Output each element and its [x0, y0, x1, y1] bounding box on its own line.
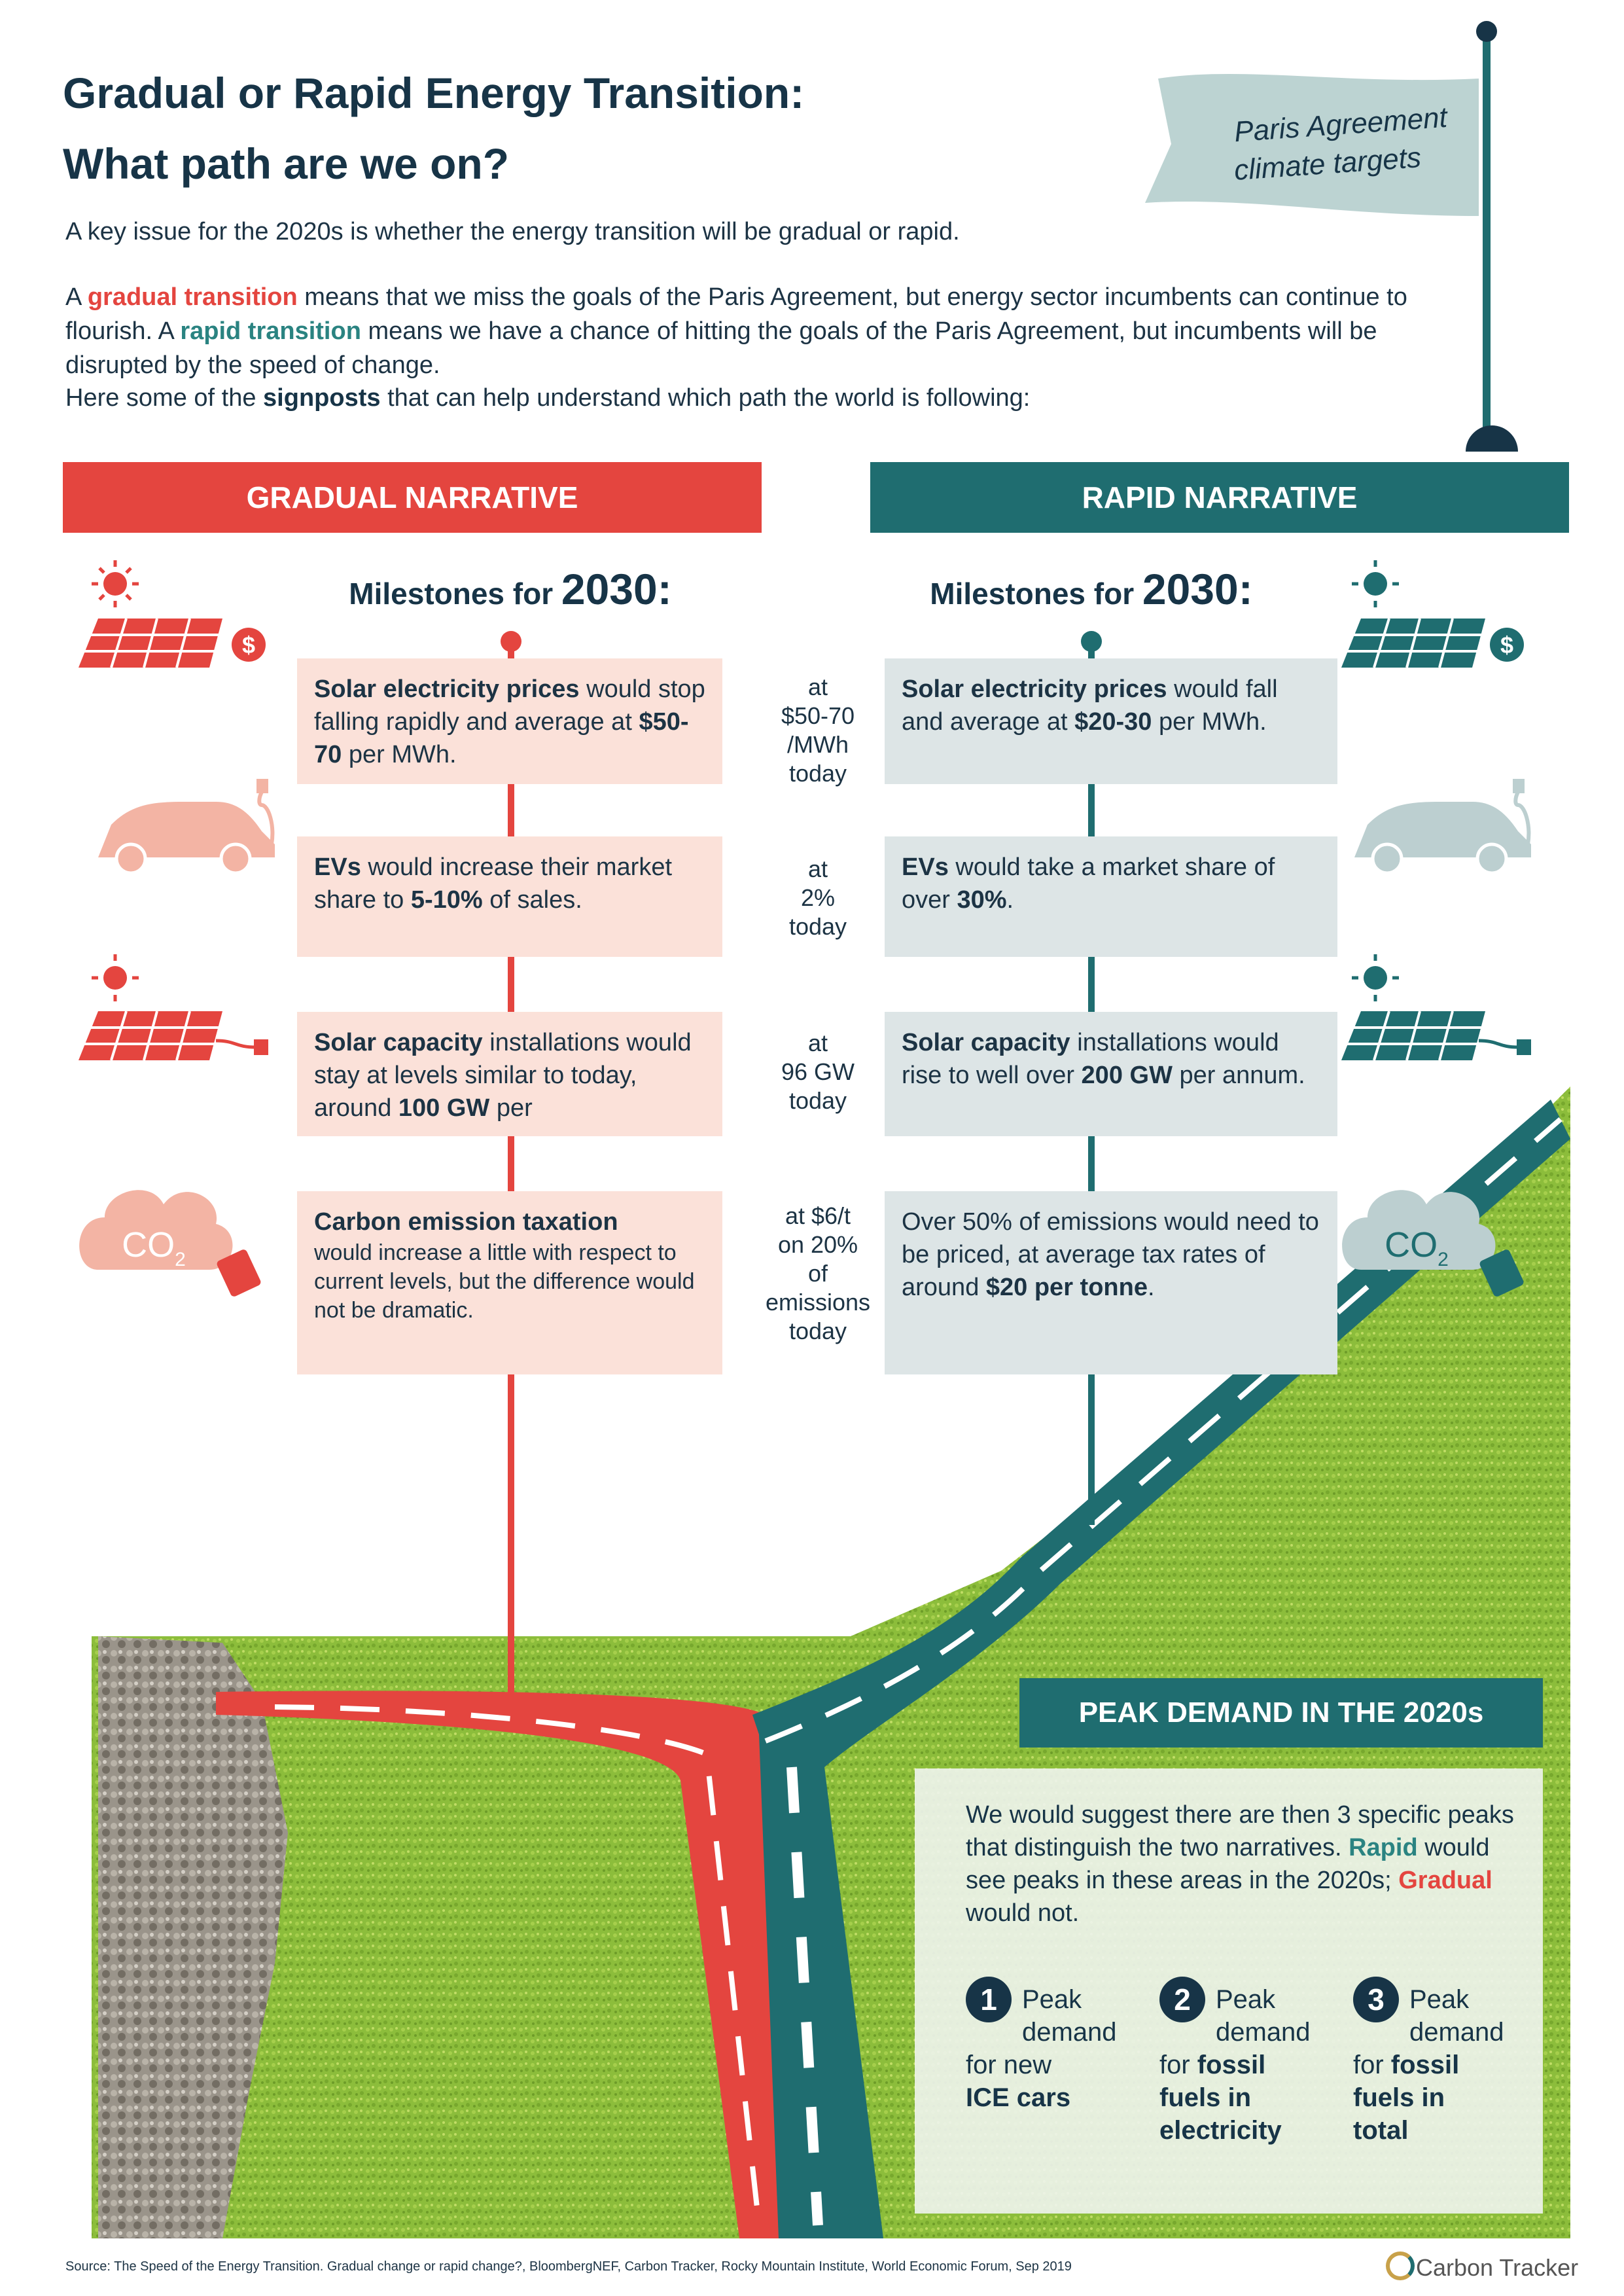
- milestones-rapid: Milestones for 2030:: [930, 565, 1253, 613]
- today-carbon-tax: at $6/t on 20% of emissions today: [765, 1202, 871, 1344]
- page-title: [63, 58, 1110, 199]
- rapid-transition-term: rapid transition: [180, 317, 361, 345]
- svg-text:CO2: $CO_2$: [122, 1225, 186, 1270]
- intro-p3: Here some of the signposts that can help understand which path the world is following:: [65, 384, 1031, 412]
- peak-demand-header: PEAK DEMAND IN THE 2020s: [1019, 1678, 1543, 1748]
- gradual-ev-box: EVs would increase their market share to 5-10% of sales.: [297, 836, 722, 957]
- peak-number-2: 2: [1159, 1977, 1205, 2022]
- rapid-solar-price-box: Solar electricity prices would fall and average at $20-30 per MWh.: [885, 658, 1337, 784]
- solar-price-icon-rapid: [1341, 560, 1524, 668]
- source-note: Source: The Speed of the Energy Transition. Gradual change or rapid change?, BloombergNEF, Carbon Tracker, Rocky Mountain Institute, World Economic Forum, Sep 2019: [65, 2259, 1072, 2274]
- flag-label-line2: climate targets: [1233, 141, 1422, 187]
- rapid-ev-box: EVs would take a market share of over 30%.: [885, 836, 1337, 957]
- co2-price-icon-gradual: [79, 1190, 262, 1298]
- peak-item-2: 2 Peak demand for fossil fuels in electricity: [1159, 1977, 1330, 2147]
- peak-number-1: 1: [966, 1977, 1012, 2022]
- milestones-gradual: Milestones for 2030:: [349, 565, 672, 613]
- gradual-narrative-header: GRADUAL NARRATIVE: [63, 462, 762, 533]
- peak-item-1: 1 Peak demand for new ICE cars: [966, 1977, 1136, 2114]
- intro-p2: A gradual transition means that we miss the goals of the Paris Agreement, but energy sector incumbents can continue to flourish. A rapid transition means we have a chance of hitting the goals of the Paris Agreement, but incumbents will be disrupted by the speed of change.: [65, 283, 1407, 379]
- gradual-solar-capacity-box: Solar capacity installations would stay at levels similar to today, around 100 GW per: [297, 1012, 722, 1136]
- carbon-tracker-logo-icon: [1386, 2251, 1415, 2280]
- solar-capacity-icon-rapid: [1341, 954, 1531, 1060]
- gradual-carbon-tax-box: Carbon emission taxation would increase a little with respect to current levels, but the difference would not be dramatic.: [297, 1191, 722, 1374]
- peak-item-3: 3 Peak demand for fossil fuels in total: [1353, 1977, 1523, 2147]
- flag-label-line1: Paris Agreement: [1233, 101, 1449, 149]
- rapid-narrative-header: RAPID NARRATIVE: [870, 462, 1569, 533]
- today-ev: at 2% today: [788, 855, 847, 940]
- gradual-transition-term: gradual transition: [87, 283, 298, 311]
- electric-car-icon: [98, 779, 275, 873]
- gradual-solar-price-box: Solar electricity prices would stop falling rapidly and average at $50-70 per MWh.: [297, 658, 722, 784]
- title-line2: What path are we on?: [63, 139, 510, 188]
- title-line1: Gradual or Rapid Energy Transition:: [63, 69, 805, 117]
- solar-price-icon: [79, 560, 266, 668]
- intro-p1: A key issue for the 2020s is whether the energy transition will be gradual or rapid.: [65, 218, 960, 245]
- rapid-solar-capacity-box: Solar capacity installations would rise to well over 200 GW per annum.: [885, 1012, 1337, 1136]
- svg-text:$: $: [1500, 632, 1514, 658]
- carbon-tracker-logo-text: Carbon Tracker: [1416, 2254, 1579, 2281]
- today-solar-capacity: at 96 GW today: [781, 1030, 855, 1114]
- peak-intro-text: We would suggest there are then 3 specific peaks that distinguish the two narratives. Rapid would see peaks in these areas in the 2020s; Gradual would not.: [966, 1801, 1514, 1927]
- solar-capacity-icon: [79, 954, 268, 1060]
- today-solar-price: at $50-70 /MWh today: [781, 673, 855, 787]
- svg-text:$: $: [241, 632, 256, 658]
- svg-text:CO2: $CO_2$: [1385, 1225, 1449, 1270]
- rapid-carbon-tax-box: Over 50% of emissions would need to be priced, at average tax rates of around $20 per tonne.: [885, 1191, 1337, 1374]
- electric-car-icon-rapid: [1354, 779, 1531, 873]
- signposts-term: signposts: [263, 384, 381, 412]
- peak-number-3: 3: [1353, 1977, 1399, 2022]
